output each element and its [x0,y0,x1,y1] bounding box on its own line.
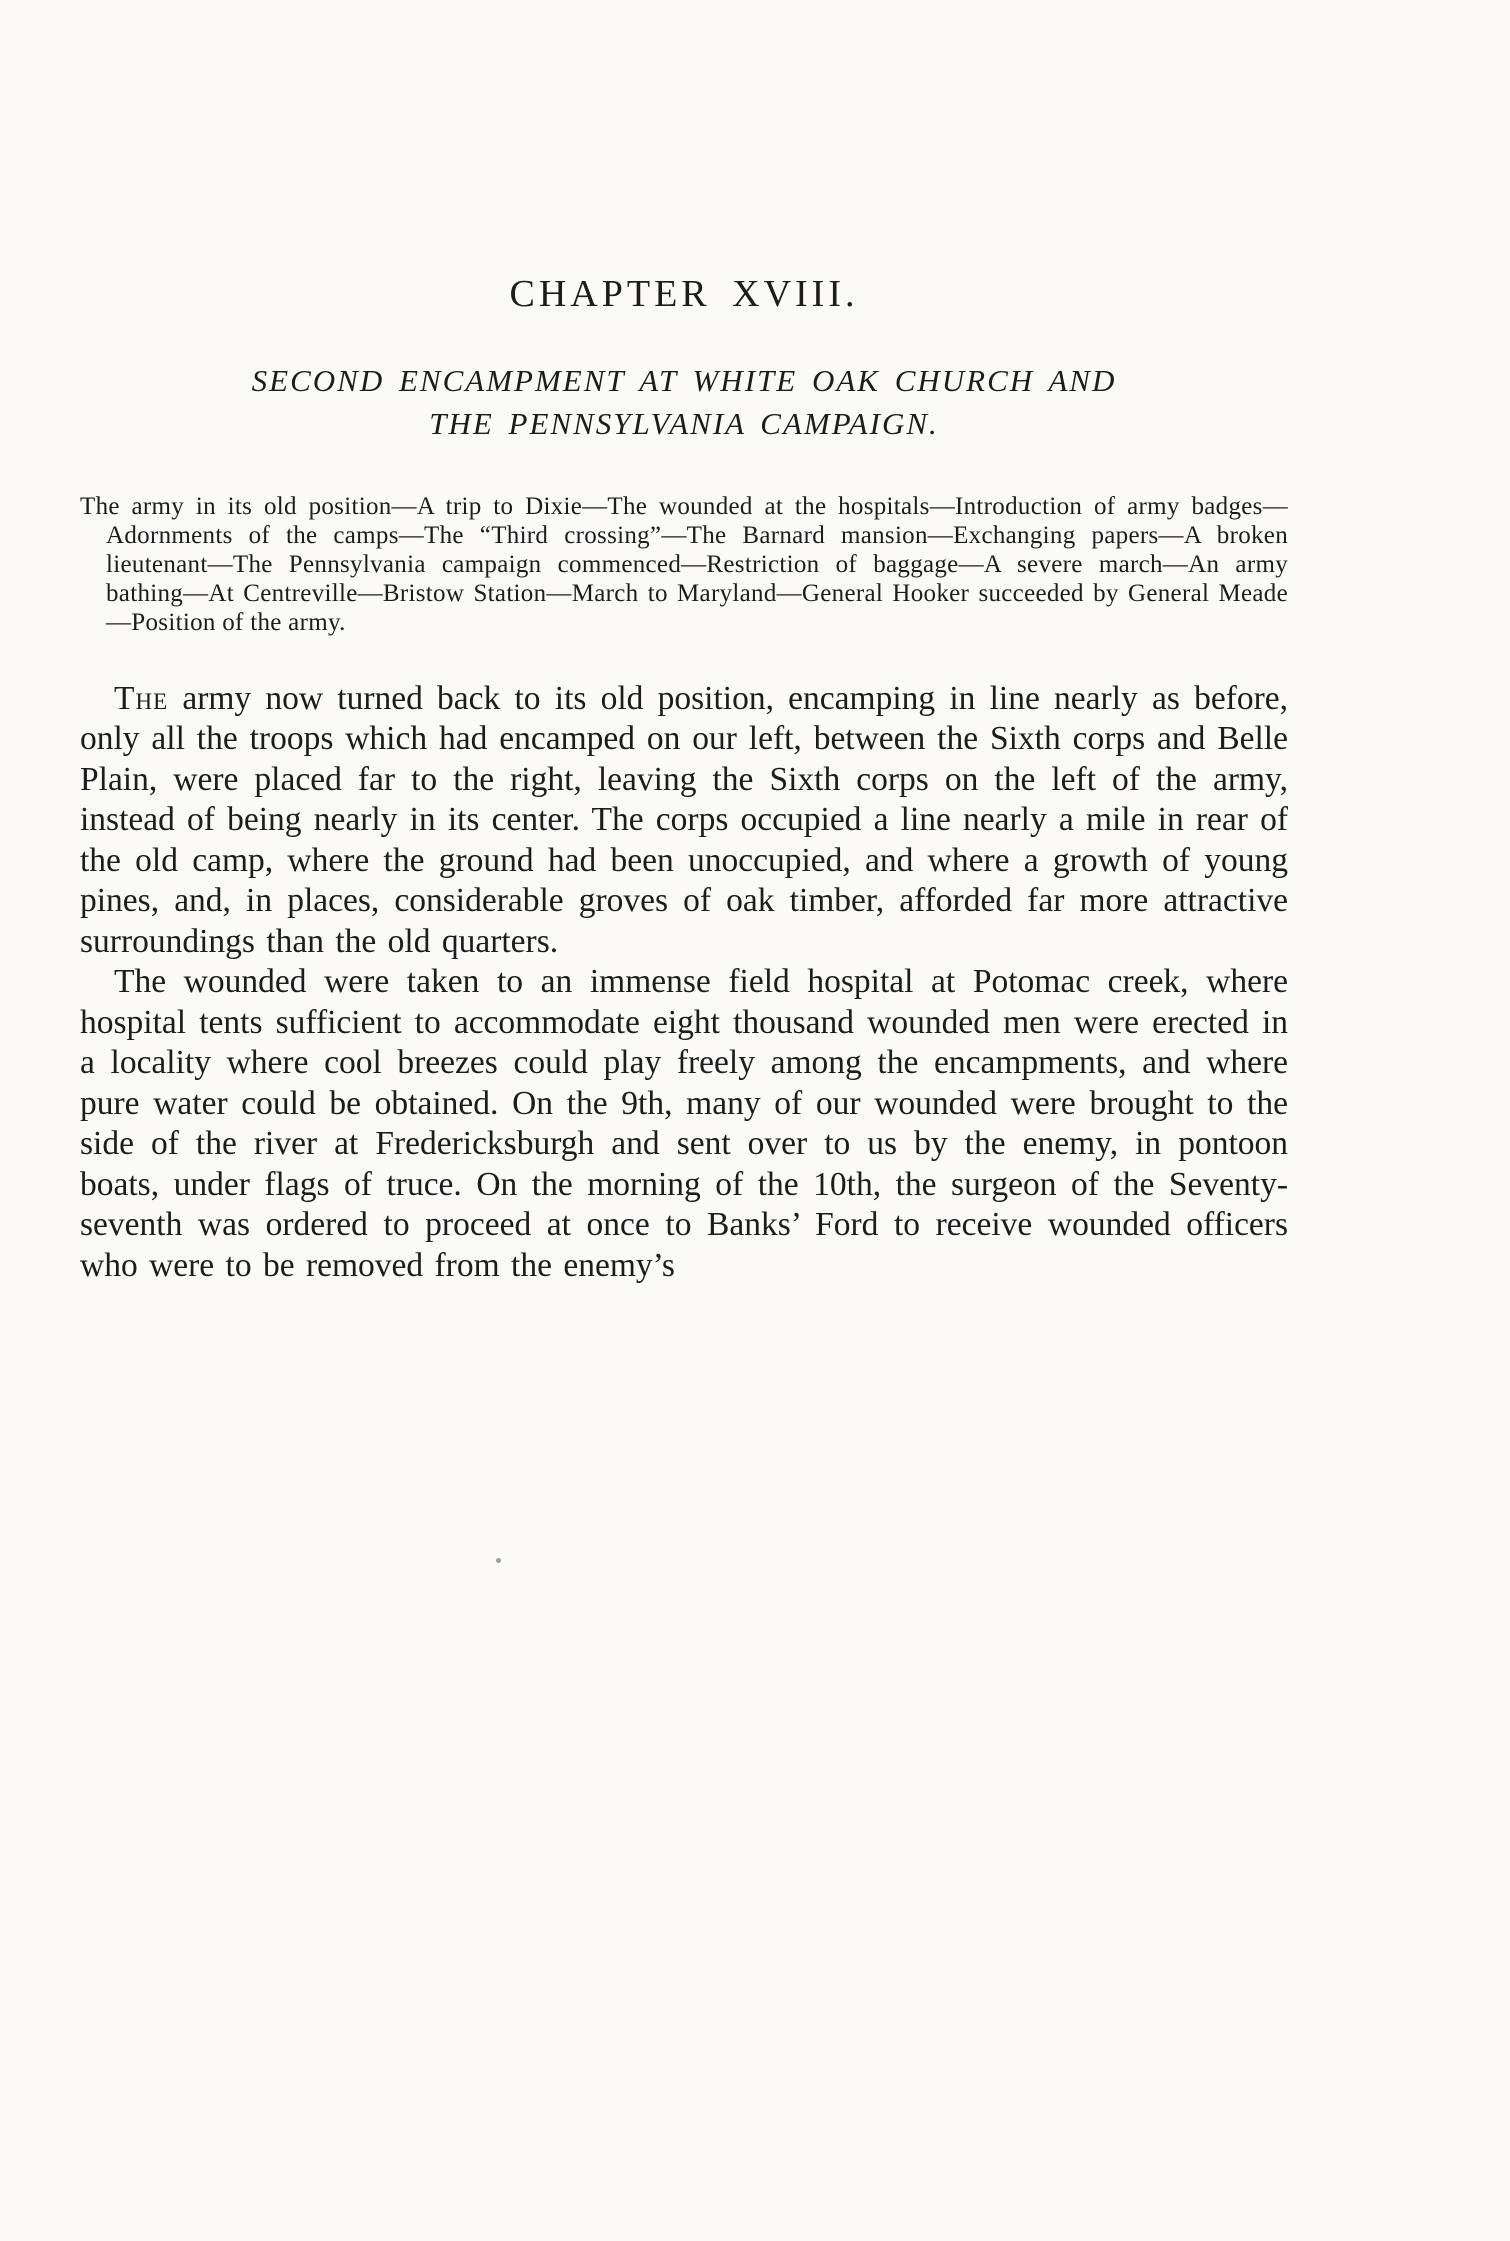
paragraph-2: The wounded were taken to an immense field hospital at Potomac creek, where hospital tents sufficient to accommodate eight thousand wounded men were erected in a locality where cool breezes could play freely among the encampments, and where pure water could be obtained. On the 9th, many of our wounded were brought to the side of the river at Fredericksburgh and sent over to us by the enemy, in pontoon boats, under flags of truce. On the morning of the 10th, the surgeon of the Seventy-seventh was ordered to proceed at once to Banks’ Ford to receive wounded officers who were to be removed from the enemy’s [80,963,1288,1284]
chapter-subtitle [80,360,1288,446]
page-content [80,272,1288,1286]
lead-word: The [114,679,169,717]
subtitle-line-1: SECOND ENCAMPMENT AT WHITE OAK CHURCH AND [251,363,1117,398]
chapter-heading: CHAPTER XVIII. [509,273,859,315]
subtitle-line-2: THE PENNSYLVANIA CAMPAIGN. [429,405,939,441]
paragraph-1-text: army now turned back to its old position, encamping in line nearly as before, only all the troops which had encamped on our left, between the Sixth corps and Belle Plain, were placed far to the right, leaving the Sixth corps on the left of the army, instead of being nearly in its center. The corps occupied a line nearly a mile in rear of the old camp, where the ground had been unoccupied, and where a growth of young pines, and, in places, considerable groves of oak timber, afforded far more attractive surroundings than the old quarters. [80,679,1288,960]
scan-artifact-dot [496,1558,501,1563]
chapter-synopsis: The army in its old position—A trip to Dixie—The wounded at the hospitals—Introduction of army badges—Adornments of the camps—The “Third crossing”—The Barnard mansion—Exchanging papers—A broken lieutenant—The Pennsylvania campaign commenced—Restriction of baggage—A severe march—An army bathing—At Centreville—Bristow Station—March to Maryland—General Hooker succeeded by General Meade—Position of the army. [80,492,1288,636]
paragraph-1 [80,679,1288,963]
